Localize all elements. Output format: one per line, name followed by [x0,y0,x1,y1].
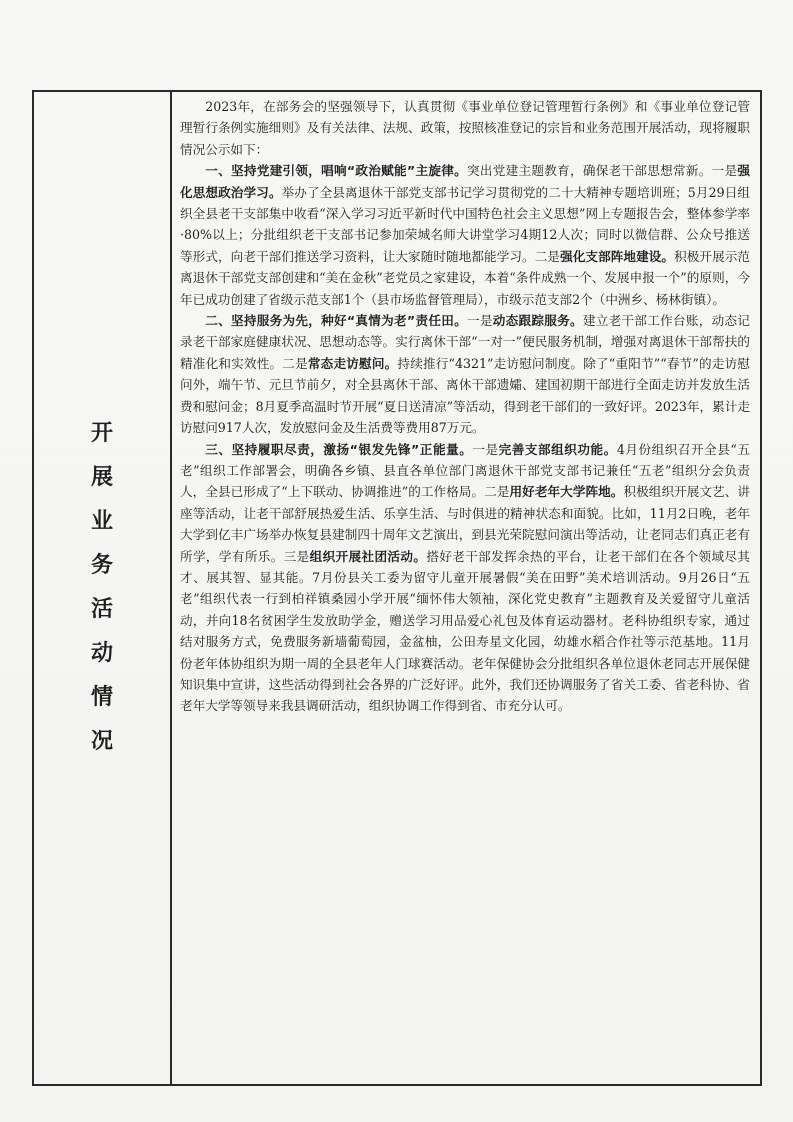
subheading: 强化支部阵地建设。 [560,248,675,264]
subheading: 组织开展社团活动。 [309,548,427,564]
intro-paragraph: 2023年，在部务会的坚强领导下，认真贯彻《事业单位登记管理暂行条例》和《事业单位登记管理暂行条例实施细则》及有关法律、法规、政策，按照核准登记的宗旨和业务范围开展活动，现将履职情况公示如下： [180,99,750,157]
section-paragraph-2 [180,310,750,438]
section-heading-1: 一、坚持党建引领，唱响“政治赋能”主旋律。 [205,163,467,179]
section-label-char: 展 [90,465,113,490]
section-label-char: 情 [90,685,113,710]
section-text: 建立老干部工作台账，动态记录老干部家庭健康状况、思想动态等。实行离休干部“一对一”便民服务机制，增强对离退休干部帮扶的精准化和实效性。二是 [180,313,751,371]
section-heading-3: 三、坚持履职尽责，激扬“银发先锋”正能量。 [205,441,473,457]
section-text: 持续推行“4321”走访慰问制度。除了“重阳节”“春节”的走访慰问外，端午节、元旦节前夕，对全县离休干部、离休干部遗孀、建国初期干部进行全面走访并发放生活费和慰问金；8月夏季高温时节开展“夏日送清凉”等活动，得到老干部们的一致好评。2023年，累计走访慰问917人次，发放慰问金及生活费等费用87万元。 [180,355,751,436]
section-text: 突出党建主题教育，确保老干部思想常新。一是 [466,163,738,179]
section-paragraph-3 [180,439,750,717]
subheading: 常态走访慰问。 [307,355,398,371]
report-content [180,96,750,717]
section-text: 积极组织开展文艺、讲座等活动，让老干部舒展热爱生活、乐享生活、与时俱进的精神状态和面貌。比如，11月2日晚，老年大学到亿丰广场举办恢复县建制四十周年文艺演出，到县光荣院慰问演出等活动，让老同志们真正老有所学，学有所乐。三是 [180,484,751,564]
section-text: 一是 [466,313,493,329]
section-text: 积极开展示范离退休干部党支部创建和“美在金秋”老党员之家建设，本着“条件成熟一个、发展申报一个”的原则，今年已成功创建了省级示范支部1个（县市场监督管理局），市级示范支部2个（中洲乡、杨林街镇）。 [180,248,751,307]
section-label-char: 动 [90,641,113,666]
subheading: 动态跟踪服务。 [492,313,583,329]
section-label-char: 业 [90,509,113,534]
section-label-char: 务 [90,553,113,578]
section-paragraph-1 [180,160,750,310]
section-text: 一是 [472,441,499,457]
section-label-char: 况 [90,729,113,754]
form-table [32,90,762,1086]
section-label-char: 开 [90,421,113,446]
section-text: 举办了全县离退休干部党支部书记学习贯彻党的二十大精神专题培训班；5月29日组织全县老干支部集中收看“深入学习习近平新时代中国特色社会主义思想”网上专题报告会，整体参学率·80%以上；分批组织老干支部书记参加荣城名师大讲堂学习4期12人次；同时以微信群、公众号推送等形式，向老干部们推送学习资料，让大家随时随地都能学习。二是 [180,184,750,264]
subheading: 用好老年大学阵地。 [509,484,624,500]
column-divider [170,92,172,1084]
section-heading-2: 二、坚持服务为先，种好“真情为老”责任田。 [205,313,467,329]
section-label-char: 活 [90,597,113,622]
section-text: 搭好老干部发挥余热的平台，让老干部们在各个领域尽其才、展其智、显其能。7月份县关工委为留守儿童开展暑假“美在田野”美术培训活动。9月26日“五老”组织代表一行到柏祥镇桑园小学开展“缅怀伟大领袖，深化党史教育”主题教育及关爱留守儿童活动，并向18名贫困学生发放助学金，赠送学习用品爱心礼包及体育运动器材。老科协组织专家，通过结对服务方式，免费服务新墙葡萄园，金盆柚，公田寿星文化园，幼雄水稻合作社等示范基地。11月份老年体协组织为期一周的全县老年人门球赛活动。老年保健协会分批组织各单位退休老同志开展保健知识集中宣讲，这些活动得到社会各界的广泛好评。此外，我们还协调服务了省关工委、省老科协、省老年大学等领导来我县调研活动，组织协调工作得到省、市充分认可。 [180,548,751,714]
section-text: 4月份组织召开全县“五老”组织工作部署会，明确各乡镇、县直各单位部门离退休干部党支部书记兼任“五老”组织分会负责人，全县已形成了“上下联动、协调推进”的工作格局。二是 [180,441,750,500]
section-label-column [34,92,170,1084]
subheading: 强化思想政治学习。 [180,163,751,200]
subheading: 完善支部组织功能。 [498,441,617,457]
